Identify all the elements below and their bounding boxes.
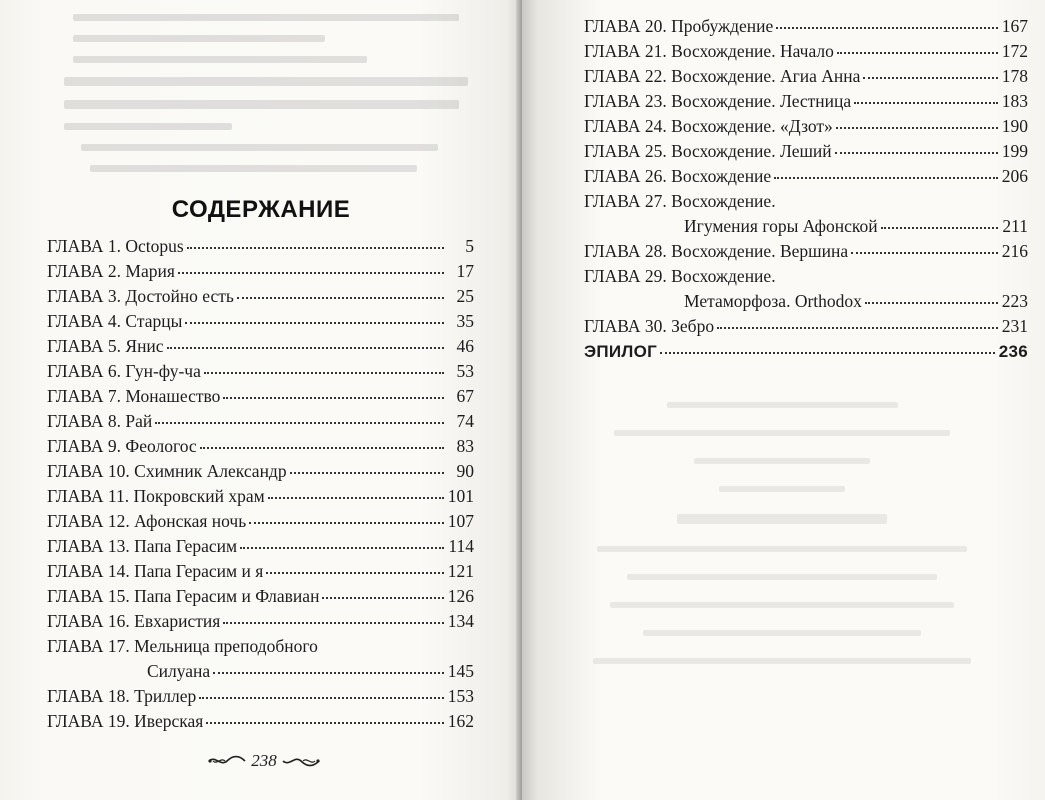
toc-entry[interactable]: ГЛАВА 9. Феологос 83 [47, 436, 474, 456]
toc-entry[interactable]: ГЛАВА 8. Рай 74 [47, 411, 474, 431]
toc-entry[interactable]: ГЛАВА 14. Папа Герасим и я 121 [47, 561, 474, 581]
toc-entry[interactable]: ГЛАВА 18. Триллер 153 [47, 686, 474, 706]
right-page [522, 0, 1045, 800]
flourish-left-icon [207, 753, 247, 769]
toc-entry[interactable]: ГЛАВА 26. Восхождение 206 [584, 166, 1028, 186]
toc-entry[interactable]: ГЛАВА 15. Папа Герасим и Флавиан 126 [47, 586, 474, 606]
toc-entry[interactable]: ГЛАВА 11. Покровский храм 101 [47, 486, 474, 506]
toc-entry[interactable]: ГЛАВА 1. Octopus 5 [47, 236, 474, 256]
toc-entry[interactable]: ГЛАВА 22. Восхождение. Агиа Анна 178 [584, 66, 1028, 86]
show-through-text [56, 0, 476, 175]
left-page [0, 0, 522, 800]
toc-entry[interactable]: ГЛАВА 5. Янис 46 [47, 336, 474, 356]
toc-entry-continuation[interactable]: Силуана 145 [147, 661, 474, 681]
toc-list-right [584, 14, 1028, 364]
toc-entry-epilogue[interactable]: ЭПИЛОГ 236 [584, 342, 1028, 361]
toc-entry[interactable]: ГЛАВА 21. Восхождение. Начало 172 [584, 41, 1028, 61]
toc-entry[interactable]: ГЛАВА 17. Мельница преподобного [47, 636, 318, 656]
toc-entry[interactable]: ГЛАВА 29. Восхождение. [584, 266, 776, 286]
toc-entry[interactable]: ГЛАВА 3. Достойно есть 25 [47, 286, 474, 306]
toc-list-left [47, 234, 474, 734]
toc-entry[interactable]: ГЛАВА 30. Зебро 231 [584, 316, 1028, 336]
show-through-text [572, 380, 992, 740]
toc-entry[interactable]: ГЛАВА 16. Евхаристия 134 [47, 611, 474, 631]
toc-entry[interactable]: ГЛАВА 25. Восхождение. Леший 199 [584, 141, 1028, 161]
toc-title: СОДЕРЖАНИЕ [171, 196, 351, 223]
toc-entry[interactable]: ГЛАВА 6. Гун-фу-ча 53 [47, 361, 474, 381]
toc-entry[interactable]: ГЛАВА 4. Старцы 35 [47, 311, 474, 331]
toc-entry[interactable]: ГЛАВА 28. Восхождение. Вершина 216 [584, 241, 1028, 261]
page-number-ornament [200, 749, 328, 773]
toc-entry[interactable]: ГЛАВА 13. Папа Герасим 114 [47, 536, 474, 556]
toc-entry[interactable]: ГЛАВА 27. Восхождение. [584, 191, 776, 211]
toc-entry-continuation[interactable]: Метаморфоза. Orthodox 223 [684, 291, 1028, 311]
toc-entry[interactable]: ГЛАВА 23. Восхождение. Лестница 183 [584, 91, 1028, 111]
flourish-right-icon [281, 753, 321, 769]
toc-entry-continuation[interactable]: Игумения горы Афонской 211 [684, 216, 1028, 236]
toc-entry[interactable]: ГЛАВА 12. Афонская ночь 107 [47, 511, 474, 531]
toc-entry[interactable]: ГЛАВА 24. Восхождение. «Дзот» 190 [584, 116, 1028, 136]
toc-entry[interactable]: ГЛАВА 19. Иверская 162 [47, 711, 474, 731]
toc-entry[interactable]: ГЛАВА 10. Схимник Александр 90 [47, 461, 474, 481]
page-number: 238 [251, 751, 277, 770]
toc-entry[interactable]: ГЛАВА 20. Пробуждение 167 [584, 16, 1028, 36]
toc-entry[interactable]: ГЛАВА 2. Мария 17 [47, 261, 474, 281]
toc-entry[interactable]: ГЛАВА 7. Монашество 67 [47, 386, 474, 406]
